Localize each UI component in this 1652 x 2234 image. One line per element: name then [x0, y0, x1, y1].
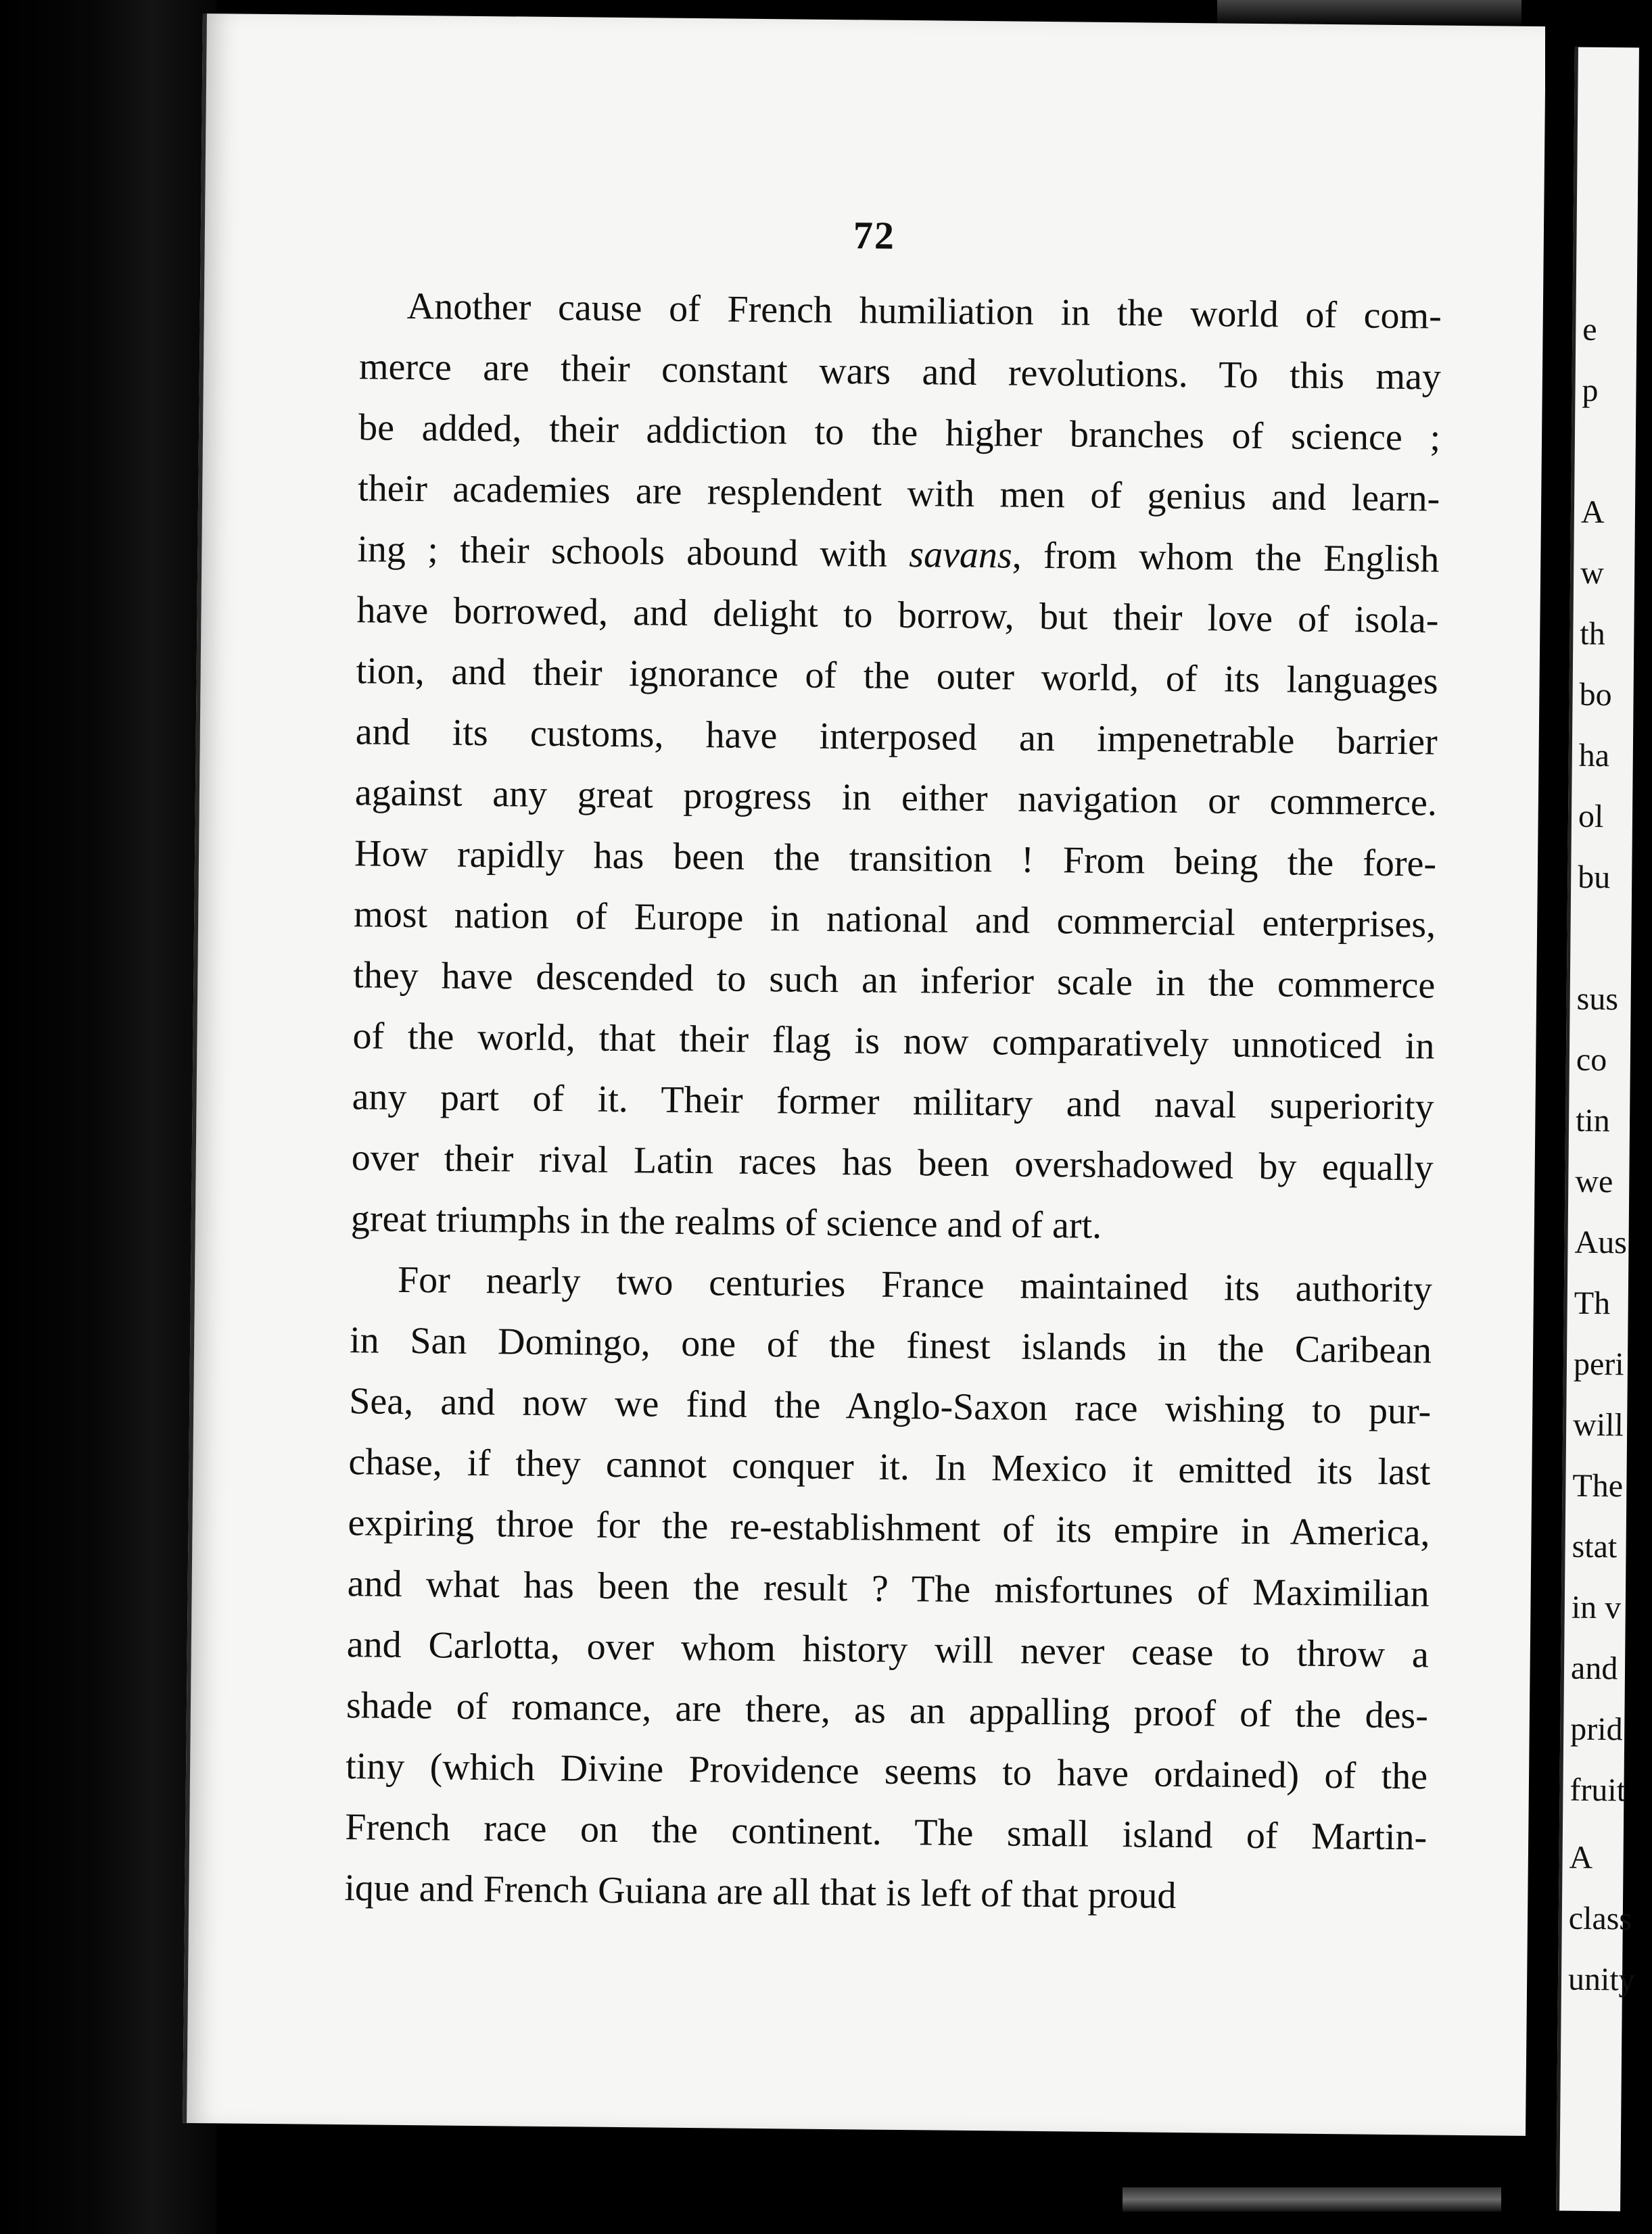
text-line: against any great progress in either navigation or commerce.: [354, 771, 1438, 824]
text-line: and its customs, have interposed an impenetrable barrier: [355, 711, 1438, 763]
adjacent-page-fragment: stat: [1572, 1528, 1618, 1565]
adjacent-page-fragment: prid: [1570, 1711, 1623, 1748]
adjacent-page-fragment: bu: [1578, 859, 1611, 896]
adjacent-page-fragment: A: [1580, 494, 1605, 531]
adjacent-page-fragment: Th: [1574, 1285, 1611, 1322]
adjacent-page-fragment: ha: [1578, 737, 1610, 774]
text-line: and what has been the result ? The misfortunes of Maximilian: [347, 1563, 1430, 1615]
body-text: [344, 275, 1442, 1928]
text-line: Another cause of French humiliation in the world of com-: [406, 285, 1442, 337]
text-line: ique and French Guiana are all that is left of that proud: [344, 1867, 1177, 1917]
adjacent-page-fragment: e: [1582, 311, 1597, 348]
adjacent-page-fragment: in v: [1571, 1589, 1622, 1626]
adjacent-page-fragment: we: [1575, 1163, 1613, 1200]
book-binding: [0, 0, 216, 2234]
adjacent-page-fragment: bo: [1579, 676, 1612, 713]
text-line: have borrowed, and delight to borrow, but their love of isola-: [356, 589, 1439, 642]
text-line: be added, their addiction to the higher branches of science ;: [358, 406, 1441, 459]
page-number: 72: [853, 213, 896, 258]
adjacent-page-fragment: The: [1572, 1467, 1624, 1504]
adjacent-page-fragment: p: [1582, 372, 1599, 408]
text-line: French race on the continent. The small island of Martin-: [344, 1806, 1427, 1859]
adjacent-page-fragment: w: [1580, 554, 1605, 592]
text-line: ing ; their schools abound with savans, from whom the English: [357, 528, 1440, 581]
text-line: in San Domingo, one of the finest islands in the Caribean: [349, 1319, 1432, 1372]
text-line: merce are their constant wars and revolutions. To this may: [358, 346, 1442, 398]
text-line: any part of it. Their former military and naval superiority: [352, 1076, 1434, 1128]
adjacent-page-fragment: Aus: [1574, 1224, 1628, 1261]
adjacent-page-fragment: co: [1576, 1041, 1607, 1078]
text-line: over their rival Latin races has been overshadowed by equally: [351, 1137, 1434, 1189]
text-line: shade of romance, are there, as an appalling proof of the des-: [346, 1684, 1429, 1737]
text-line: most nation of Europe in national and commercial enterprises,: [353, 893, 1436, 946]
adjacent-page-fragment: and: [1570, 1650, 1618, 1687]
text-line: For nearly two centuries France maintained its authority: [397, 1258, 1433, 1311]
text-line: tion, and their ignorance of the outer world, of its languages: [356, 650, 1438, 703]
adjacent-page-fragment: A: [1569, 1839, 1593, 1876]
text-line: tiny (which Divine Providence seems to have ordained) of the: [345, 1745, 1428, 1798]
text-line: expiring throe for the re-establishment of its empire in America,: [348, 1502, 1430, 1554]
adjacent-page-fragment: class: [1568, 1900, 1632, 1937]
adjacent-page-fragment: th: [1580, 615, 1605, 652]
adjacent-page-fragment: sus: [1576, 980, 1619, 1018]
adjacent-page-fragment: tin: [1575, 1102, 1611, 1139]
adjacent-page-fragment: will: [1572, 1406, 1624, 1444]
text-line: and Carlotta, over whom history will never cease to throw a: [346, 1623, 1430, 1676]
adjacent-page-fragment: unity: [1567, 1961, 1635, 1998]
adjacent-page-fragment: peri: [1573, 1346, 1624, 1383]
paragraph-2: [344, 1249, 1432, 1928]
adjacent-page-fragment: fruit: [1570, 1772, 1626, 1809]
page-edge-bottom: [1123, 2187, 1501, 2212]
paragraph-1: [350, 275, 1442, 1259]
text-line: chase, if they cannot conquer it. In Mexico it emitted its last: [348, 1441, 1431, 1494]
text-line: great triumphs in the realms of science and of art.: [350, 1197, 1102, 1247]
text-line: of the world, that their flag is now comparatively unnoticed in: [352, 1015, 1435, 1068]
book-page: [183, 14, 1546, 2136]
text-line: How rapidly has been the transition ! From being the fore-: [354, 832, 1437, 885]
page-edge-top: [1217, 0, 1521, 27]
text-line: Sea, and now we find the Anglo-Saxon race wishing to pur-: [349, 1380, 1432, 1433]
adjacent-page-fragment: ol: [1578, 798, 1604, 835]
text-line: they have descended to such an inferior scale in the commerce: [353, 954, 1436, 1007]
text-line: their academies are resplendent with men of genius and learn-: [357, 467, 1440, 520]
